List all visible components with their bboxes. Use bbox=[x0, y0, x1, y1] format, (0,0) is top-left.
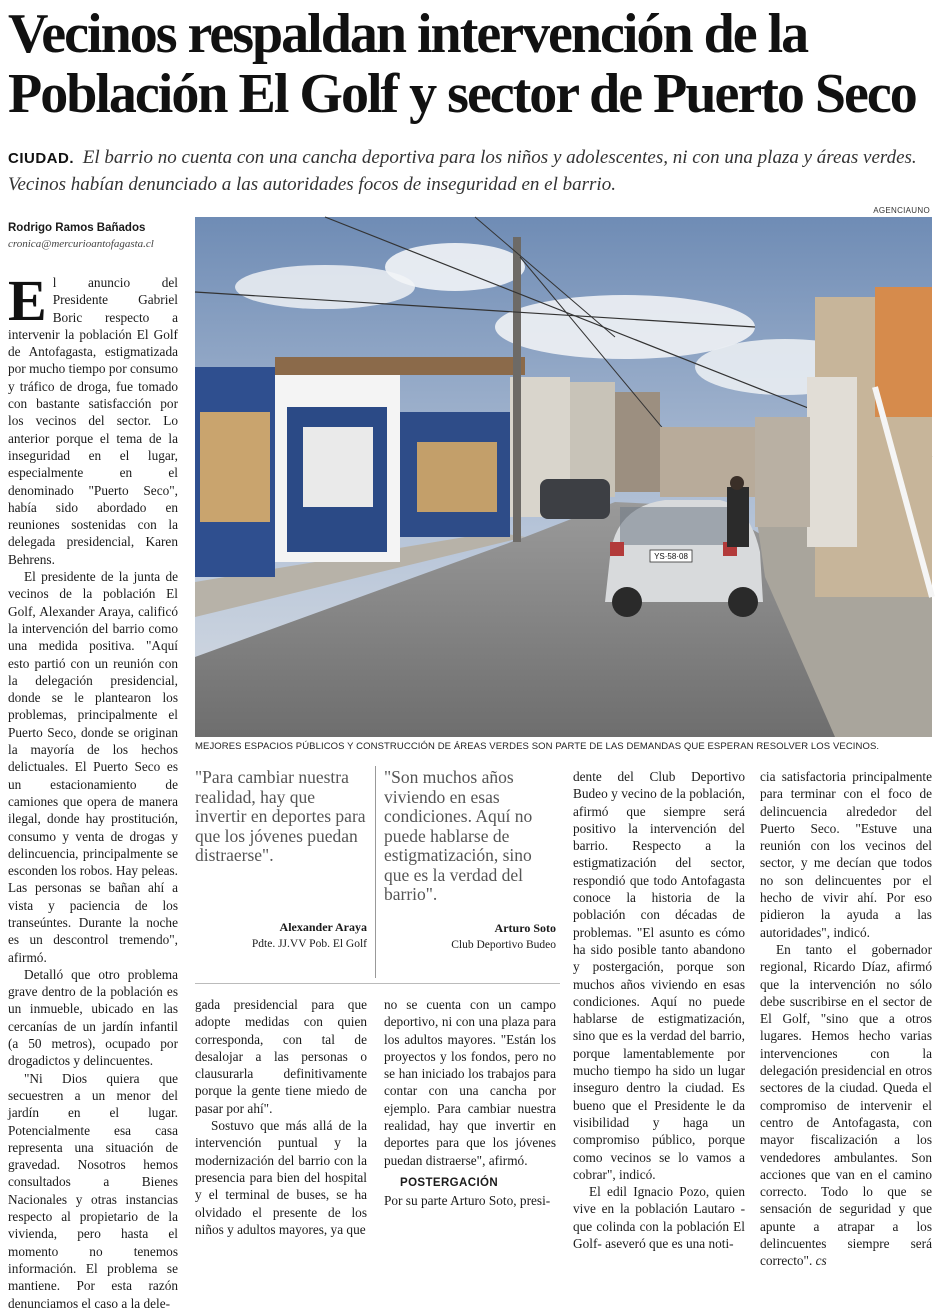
body-column-5 bbox=[760, 768, 932, 1269]
pull-quote-2-name: Arturo Soto bbox=[494, 920, 556, 935]
col3-paragraph-2: Por su parte Arturo Soto, presi- bbox=[384, 1193, 551, 1209]
col5-paragraph-2-text: En tanto el gobernador regional, Ricardo Díaz, afirmó que la intervención no sólo debe suscribirse en el sector de El Golf, "sino que a otros lugares. Hemos hecho varias intervenciones con la delegación presidencial en otros sectores de la ciudad. Queda el compromiso de intervenir el centro de Antofagasta, con mayor fiscalización a los vendedores ambulantes. Son acciones que van en el camino correcto. Todo lo que se sensación de seguridad y que apunte a atrapar a los delincuentes siempre será correcto". bbox=[760, 941, 932, 1269]
col5-paragraph-1-text: cia satisfactoria principalmente para terminar con el foco de delincuencia alrededor del Puerto Seco. "Estuve una reunión con los vecinos del sector, y me decían que todos no son delincuentes por el hecho de vivir ahí. Por eso pidieron la ayuda a las autoridades", indicó. bbox=[760, 769, 932, 940]
lead-paragraph bbox=[8, 145, 932, 198]
col3-paragraph-1: no se cuenta con un campo deportivo, ni con una plaza para los adultos mayores. "Están los proyectos y los fondos, pero no se han iniciado los trabajos para contar con una cancha por ejemplo. Para cambiar nuestra realidad, hay que invertir en deportes para que los jóvenes puedan distraerse", afirmó. bbox=[384, 997, 556, 1168]
body-column-1 bbox=[8, 268, 178, 1311]
body-column-2 bbox=[195, 996, 367, 1237]
headline-line-2: Población El Golf y sector de Puerto Seco bbox=[8, 63, 916, 125]
section-tag: CIUDAD. bbox=[8, 150, 74, 167]
drop-cap: E bbox=[8, 268, 47, 333]
pull-quote-1-text: "Para cambiar nuestra realidad, hay que invertir en deportes para que los jóvenes puedan distraerse". bbox=[195, 767, 366, 865]
paragraph-2: El presidente de la junta de vecinos de la población El Golf, Alexander Araya, calificó la intervención del barrio como una medida positiva. "Aquí esto partió con un reunión con la delegación presidencial, donde se le plantearon los problemas, principalmente el Puerto Seco, donde se originan la mayoría de los hechos delictuales. El Puerto Seco es un estacionamiento de camiones que opera de manera ilegal, donde hay prostitución, consumo y venta de drogas y delincuencia, principalmente se esconden los robos. Hay peleas. Las personas se bañan ahí a vista y paciencia de los transeúntes. Durante la noche es un descontrol tremendo", afirmó. bbox=[8, 569, 178, 965]
author-name: Rodrigo Ramos Bañados bbox=[8, 222, 146, 234]
col5-paragraph-1 bbox=[760, 768, 932, 941]
col2-paragraph-2: Sostuvo que más allá de la intervención puntual y la modernización del barrio con la presencia para bien del hospital y el terminal de buses, se ha olvidado el presente de los niños y adultos mayores, ya que bbox=[195, 1118, 367, 1237]
pull-quote-2 bbox=[384, 768, 556, 951]
col2-paragraph-1: gada presidencial para que adopte medidas con quien corresponda, con tal de desalojar a las personas o clausurarla definitivamente porque la gente tiene miedo de pasar por ahí". bbox=[195, 997, 367, 1116]
photo-credit: AGENCIAUNO bbox=[873, 206, 930, 215]
headline bbox=[8, 4, 932, 124]
quote-divider bbox=[195, 983, 560, 984]
pull-quote-1-name: Alexander Araya bbox=[279, 919, 367, 934]
col4-paragraph-1: dente del Club Deportivo Budeo y vecino de la población, afirmó que siempre será positivo la intervención del barrio. Respecto a la estigmatización del sector, respondió que todo Antofagasta conoce la historia de la población con décadas de problemas. "El asunto es cómo ha sido posible tanto abandono y postergación, porque son muchos años viviendo en esas condiciones. Aquí no puede hablarse de estigmatización, sino que es la verdad del barrio, porque lamentablemente por mucho tiempo ha sido un lugar inseguro dentro la ciudad. Es bueno que el Presidente le da visibilidad y haga un compromiso público, porque como vecinos se lo vamos a cobrar", indicó. bbox=[573, 769, 745, 1182]
byline bbox=[8, 222, 188, 250]
paragraph-1 bbox=[8, 268, 178, 568]
pull-quote-2-role: Club Deportivo Budeo bbox=[451, 938, 556, 951]
paragraph-1-text: l anuncio del Presidente Gabriel Boric respecto a intervenir la población El Golf de Antofagasta, estigmatizada por mucho tiempo por consumo y tráfico de droga, fue tomado con bastante satisfacción por los vecinos del sector. Lo anterior porque el tema de la inseguridad en el lugar, especialmente en el denominado "Puerto Seco", había sido abordado en reuniones sostenidas con la delegada presidencial, Karen Behrens. bbox=[8, 275, 178, 567]
quote-separator bbox=[375, 766, 376, 978]
col4-paragraph-2: El edil Ignacio Pozo, quien vive en la población Lautaro - que colinda con la población El Golf- aseveró que es una noti- bbox=[573, 1184, 745, 1252]
license-plate: YS·58·08 bbox=[654, 552, 688, 561]
end-mark: cs bbox=[815, 1253, 827, 1269]
author-email: cronica@mercurioantofagasta.cl bbox=[8, 238, 154, 250]
body-column-4 bbox=[573, 768, 745, 1252]
paragraph-3: Detalló que otro problema grave dentro de la población es un inmueble, ubicado en las cercanías de un jardín infantil (a 50 metros), ocupado por drogadictos y delincuentes. bbox=[8, 966, 178, 1069]
subhead-postergacion: POSTERGACIÓN bbox=[400, 1176, 499, 1189]
pull-quote-2-text: "Son muchos años viviendo en esas condiciones. Aquí no puede hablarse de estigmatización, sino que es la verdad del barrio". bbox=[384, 767, 533, 904]
body-column-3 bbox=[384, 996, 556, 1231]
paragraph-4: "Ni Dios quiera que secuestren a un menor del jardín en el lugar. Potencialmente esa casa representa una situación de gravedad. Nosotros hemos consultados a Bienes Nacionales y otras instancias respecto al propietario de la vivienda, pero hasta el momento no tenemos información. El problema se mantiene. Por esta razón denunciamos el caso a la dele- bbox=[8, 1070, 178, 1311]
pull-quote-1-role: Pdte. JJ.VV Pob. El Golf bbox=[251, 937, 367, 950]
lead-text: El barrio no cuenta con una cancha deportiva para los niños y adolescentes, ni con una plaza y áreas verdes. Vecinos habían denunciado a las autoridades focos de inseguridad en el barrio. bbox=[8, 147, 917, 195]
headline-line-1: Vecinos respaldan intervención de la bbox=[8, 3, 808, 65]
pull-quote-1 bbox=[195, 768, 367, 950]
photo-caption: MEJORES ESPACIOS PÚBLICOS Y CONSTRUCCIÓN DE ÁREAS VERDES SON PARTE DE LAS DEMANDAS QUE ESPERAN RESOLVER LOS VECINOS. bbox=[195, 741, 880, 752]
street-photo-illustration bbox=[195, 217, 932, 737]
col5-paragraph-2 bbox=[760, 941, 932, 1270]
street-photo bbox=[195, 217, 932, 737]
